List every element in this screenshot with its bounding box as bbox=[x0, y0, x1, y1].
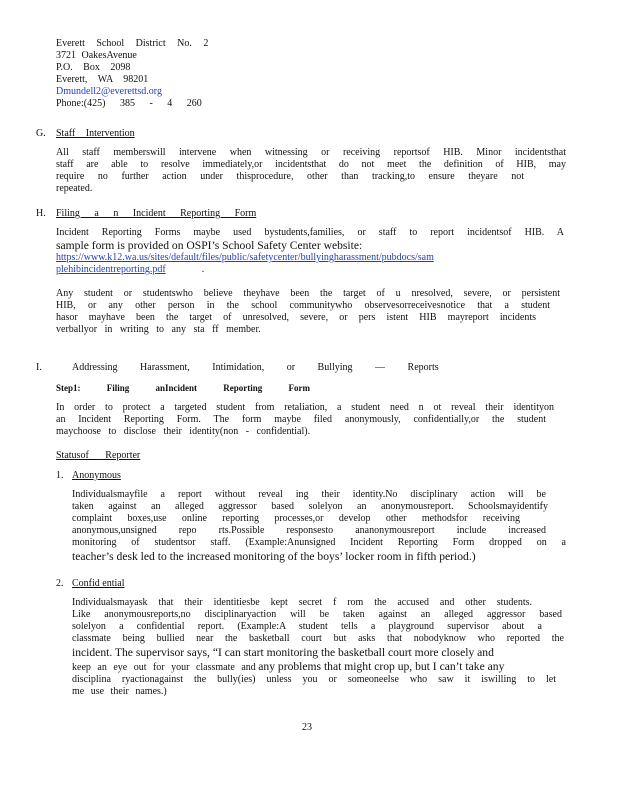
text-line: maychoose to disclose their identity(non - confidential). bbox=[56, 426, 311, 437]
po-box: P.O. Box 2098 bbox=[56, 62, 131, 73]
item-1-number: 1. bbox=[56, 470, 64, 481]
text-line: Like anonymousreports,no disciplinaryaction will be taken against an alleged aggressor based bbox=[72, 609, 562, 620]
mixed-small-text: keep an eye out for your classmate and bbox=[72, 662, 256, 673]
item-2-body bbox=[72, 597, 564, 698]
text-line: Any student or studentswho believe theyhave been the target of u nresolved, severe, or persistent bbox=[56, 288, 560, 299]
section-h-heading: Filing a n Incident Reporting Form bbox=[56, 208, 257, 219]
phone-number: Phone:(425) 385 - 4 260 bbox=[56, 98, 202, 109]
section-h-label: H. bbox=[36, 208, 46, 219]
text-line: teacher’s desk led to the increased monitoring of the boys’ locker room in fifth period.) bbox=[72, 550, 476, 563]
text-line: Individualsmayask that their identitiesbe kept secret f rom the accused and other students. bbox=[72, 597, 532, 608]
ospi-form-link[interactable]: https://www.k12.wa.us/sites/default/files/public/safetycenter/bullyingharassment/pubdocs/sam bbox=[56, 252, 434, 263]
text-line: an Incident Reporting Form. The form maybe filed anonymously, confidentially,or the student bbox=[56, 414, 546, 425]
text-line: HIB, or any other person in the school communitywho observesorreceivesnotice that a student bbox=[56, 300, 550, 311]
text-line: disciplina ryactionagainst the bully(ies) unless you or someoneelse who saw it iswilling to let bbox=[72, 674, 556, 685]
mixed-big-text: any problems that might crop up, but I can’t take any bbox=[258, 660, 505, 673]
url-line bbox=[56, 264, 564, 276]
item-2-number: 2. bbox=[56, 578, 64, 589]
text-line: me use their names.) bbox=[72, 686, 167, 697]
section-i-body bbox=[56, 402, 554, 438]
text-line: hasor mayhave been the target of unresolved, severe, or pers istent HIB mayreport incidents bbox=[56, 312, 536, 323]
section-g-heading: Staff Intervention bbox=[56, 128, 135, 139]
page-number: 23 bbox=[302, 722, 312, 733]
text-line: complaint boxes,use online reporting processes,or develop other methodsfor receiving bbox=[72, 513, 520, 524]
text-line: anonymous,unsigned repo rts.Possible responsesto ananonymousreport include increased bbox=[72, 525, 546, 536]
item-1-body bbox=[72, 489, 566, 563]
text-line: require no further action under thisprocedure, other than tracking,to ensure theyare not bbox=[56, 171, 524, 182]
text-line: Incident Reporting Forms maybe used bystudents,families, or staff to report incidentsof HIB. A bbox=[56, 227, 564, 238]
district-name: Everett School District No. 2 bbox=[56, 38, 209, 49]
mixed-line bbox=[72, 660, 546, 674]
step-1-heading: Step1: Filing anIncident Reporting Form bbox=[56, 383, 311, 393]
text-line: verballyor in writing to any sta ff member. bbox=[56, 324, 261, 335]
status-of-reporter-heading: Statusof Reporter bbox=[56, 450, 141, 461]
street-address: 3721 OakesAvenue bbox=[56, 50, 137, 61]
text-line: classmate being bullied near the basketball court but asks that nobodyknow who reported the bbox=[72, 633, 564, 644]
item-1-heading: Anonymous bbox=[72, 470, 121, 481]
text-line: repeated. bbox=[56, 183, 93, 194]
text-line: All staff memberswill intervene when witnessing or receiving reportsof HIB. Minor incidentsthat bbox=[56, 147, 566, 158]
section-h-body-2 bbox=[56, 288, 560, 336]
item-2-heading: Confid ential bbox=[72, 578, 125, 589]
text-line: In order to protect a targeted student from retaliation, a student need n ot reveal their identityon bbox=[56, 402, 554, 413]
url-period: . bbox=[201, 264, 205, 275]
text-line: sample form is provided on OSPI’s School Safety Center website: bbox=[56, 239, 363, 252]
address-block bbox=[56, 38, 316, 110]
section-i-heading: Addressing Harassment, Intimidation, or Bullying — Reports bbox=[72, 362, 439, 373]
email-link[interactable]: Dmundell2@everettsd.org bbox=[56, 86, 162, 97]
city-state-zip: Everett, WA 98201 bbox=[56, 74, 149, 85]
text-line: monitoring of studentsor staff. (Example:Anunsigned Incident Reporting Form dropped on a bbox=[72, 537, 566, 548]
ospi-form-link-cont[interactable]: plehibincidentreporting.pdf bbox=[56, 264, 166, 275]
text-line: incident. The supervisor says, “I can start monitoring the basketball court more closely and bbox=[72, 646, 494, 659]
section-g-label: G. bbox=[36, 128, 46, 139]
text-line: Individualsmayfile a report without reveal ing their identity.No disciplinary action will be bbox=[72, 489, 546, 500]
text-line: taken against an alleged aggressor based solelyon an anonymousreport. Schoolsmayidentify bbox=[72, 501, 548, 512]
text-line: solelyon a confidential report. (Example:A student tells a playground supervisor about a bbox=[72, 621, 542, 632]
section-g-body bbox=[56, 147, 566, 195]
section-h-body bbox=[56, 227, 564, 276]
section-i-label: I. bbox=[36, 362, 42, 373]
text-line: staff are able to resolve immediately,or incidentsthat do not meet the definition of HIB, may bbox=[56, 159, 566, 170]
